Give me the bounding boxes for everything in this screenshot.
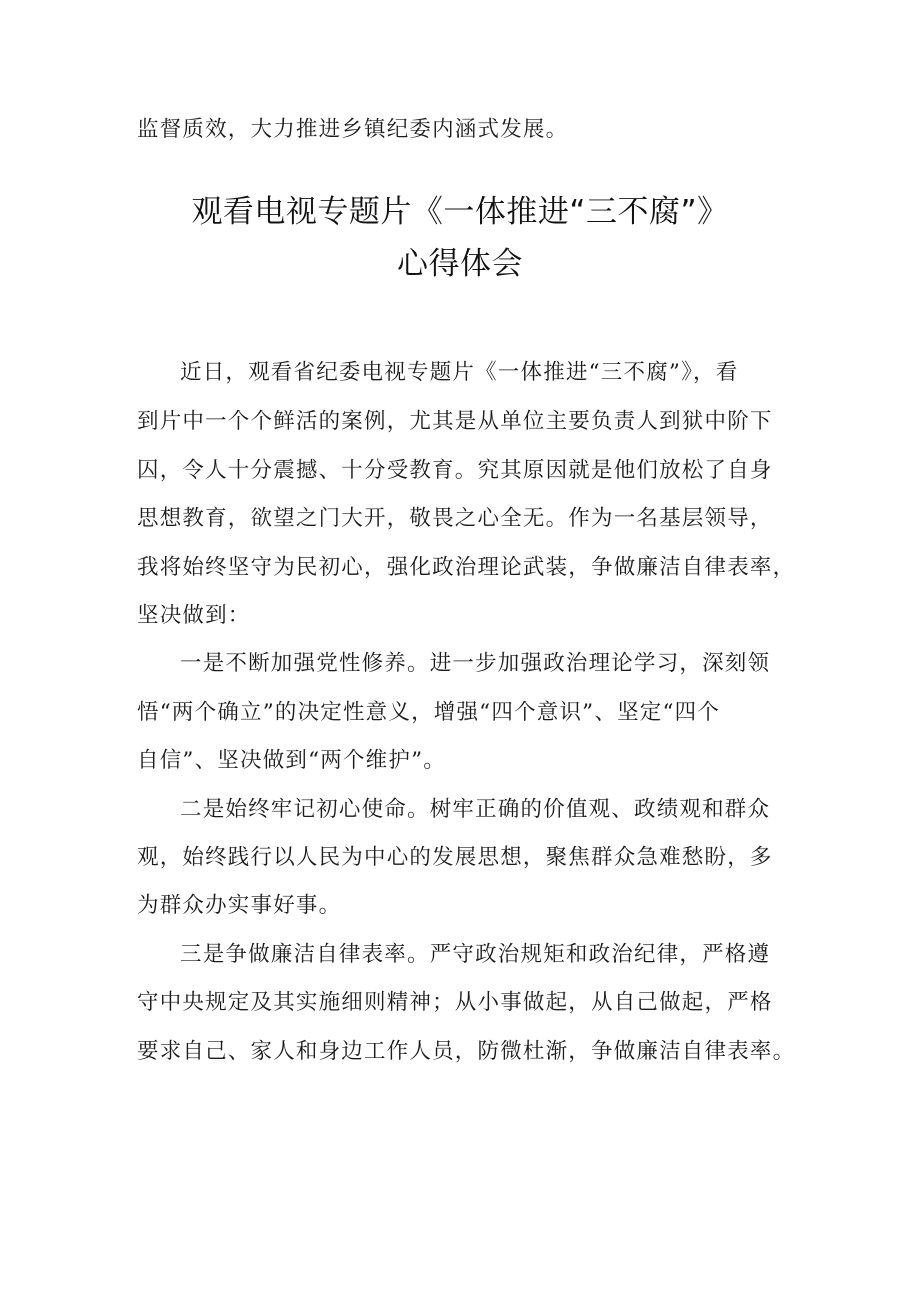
paragraph-4-line: 要求自己、家人和身边工作人员，防微杜渐，争做廉洁自律表率。 xyxy=(137,1039,796,1064)
paragraph-1-line: 近日，观看省纪委电视专题片《一体推进“三不腐”》，看 xyxy=(180,360,739,385)
continuation-line: 监督质效，大力推进乡镇纪委内涵式发展。 xyxy=(137,117,569,142)
paragraph-1-line: 坚决做到： xyxy=(137,603,251,628)
paragraph-1-line: 到片中一个个鲜活的案例，尤其是从单位主要负责人到狱中阶下 xyxy=(137,409,773,434)
paragraph-3-line: 二是始终牢记初心使命。树牢正确的价值观、政绩观和群众 xyxy=(180,797,771,822)
paragraph-3-line: 为群众办实事好事。 xyxy=(137,893,342,918)
paragraph-1-line: 囚，令人十分震撼、十分受教育。究其原因就是他们放松了自身 xyxy=(137,458,773,483)
paragraph-3-line: 观，始终践行以人民为中心的发展思想，聚焦群众急难愁盼，多 xyxy=(137,845,773,870)
paragraph-4-line: 三是争做廉洁自律表率。严守政治规矩和政治纪律，严格遵 xyxy=(180,942,771,967)
paragraph-2-line: 悟“两个确立”的决定性意义，增强“四个意识”、坚定“四个 xyxy=(137,700,721,725)
paragraph-1-line: 思想教育，欲望之门大开，敬畏之心全无。作为一名基层领导， xyxy=(137,506,773,531)
paragraph-1-line: 我将始终坚守为民初心，强化政治理论武装，争做廉洁自律表率， xyxy=(137,555,796,580)
paragraph-2-line: 一是不断加强党性修养。进一步加强政治理论学习，深刻领 xyxy=(180,651,771,676)
paragraph-4-line: 守中央规定及其实施细则精神；从小事做起，从自己做起，严格 xyxy=(137,990,773,1015)
paragraph-2-line: 自信”、坚决做到“两个维护”。 xyxy=(137,748,446,773)
document-title-line-2: 心得体会 xyxy=(397,246,523,282)
document-title-line-1: 观看电视专题片《一体推进“三不腐”》 xyxy=(191,194,729,230)
